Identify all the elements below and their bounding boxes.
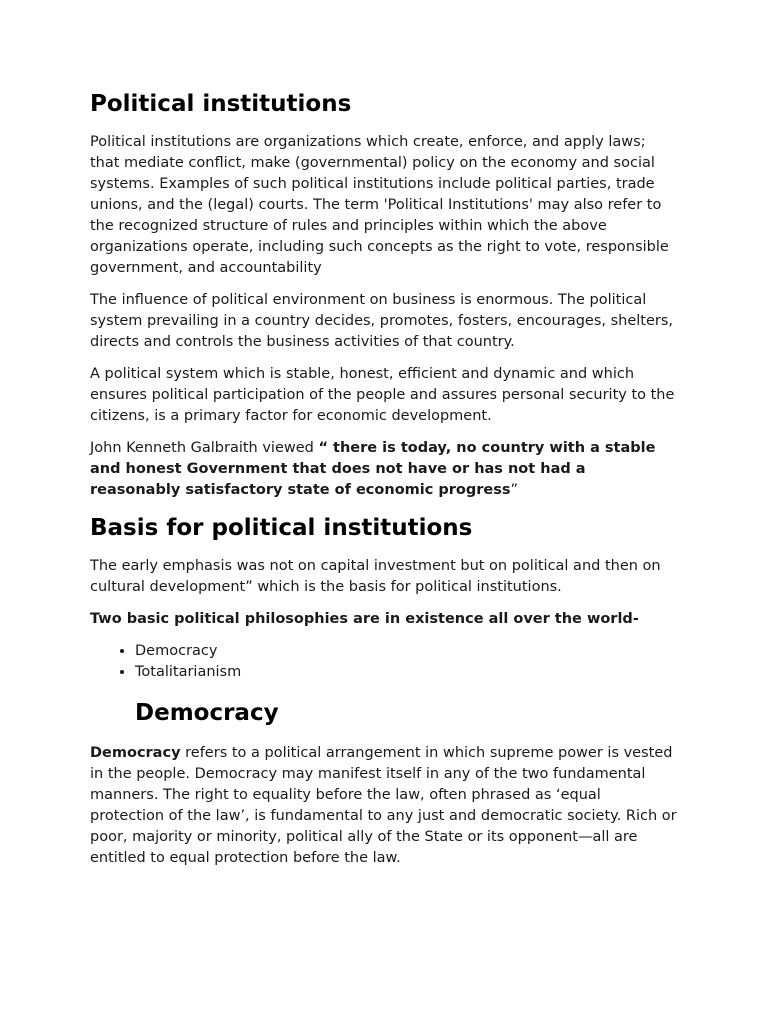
democracy-term: Democracy bbox=[90, 745, 181, 761]
democracy-definition-text: refers to a political arrangement in which supreme power is vested in the people. Democracy may manifest itself in any of the two fundamental manners. The right to equality before the law, often phrased as ‘equal protection of the law’, is fundamental to any just and democratic society. Rich or poor, majority or minority, political ally of the State or its opponent—all are entitled to equal protection before the law. bbox=[90, 745, 677, 866]
paragraph-definition: Political institutions are organizations which create, enforce, and apply laws; that mediate conflict, make (governmental) policy on the economy and social systems. Examples of such political institutions include political parties, trade unions, and the (legal) courts. The term 'Political Institutions' may also refer to the recognized structure of rules and principles within which the above organizations operate, including such concepts as the right to vote, responsible government, and accountability bbox=[90, 134, 669, 276]
heading-democracy: Democracy bbox=[135, 700, 279, 726]
philosophies-list bbox=[90, 641, 678, 683]
quote-text: “ there is today, no country with a stable and honest Government that does not have or has not had a reasonably satisfactory state of economic progress bbox=[90, 440, 656, 498]
paragraph-early-emphasis: The early emphasis was not on capital investment but on political and then on cultural development” which is the basis for political institutions. bbox=[90, 558, 661, 595]
paragraph-stable-system: A political system which is stable, honest, efficient and dynamic and which ensures political participation of the people and assures personal security to the citizens, is a primary factor for economic development. bbox=[90, 366, 675, 424]
heading-basis: Basis for political institutions bbox=[90, 515, 473, 541]
quote-intro: John Kenneth Galbraith viewed bbox=[90, 440, 319, 456]
quote-close: ” bbox=[510, 482, 519, 498]
paragraph-galbraith-quote bbox=[90, 438, 678, 501]
paragraph-philosophies: Two basic political philosophies are in existence all over the world- bbox=[90, 611, 639, 627]
list-item-totalitarianism: • Totalitarianism bbox=[135, 662, 678, 683]
heading-political-institutions: Political institutions bbox=[90, 91, 352, 117]
paragraph-democracy-definition bbox=[90, 743, 678, 869]
paragraph-influence: The influence of political environment on business is enormous. The political system prevailing in a country decides, promotes, fosters, encourages, shelters, directs and controls the business activities of that country. bbox=[90, 292, 674, 350]
list-item-democracy: • Democracy bbox=[135, 641, 678, 662]
